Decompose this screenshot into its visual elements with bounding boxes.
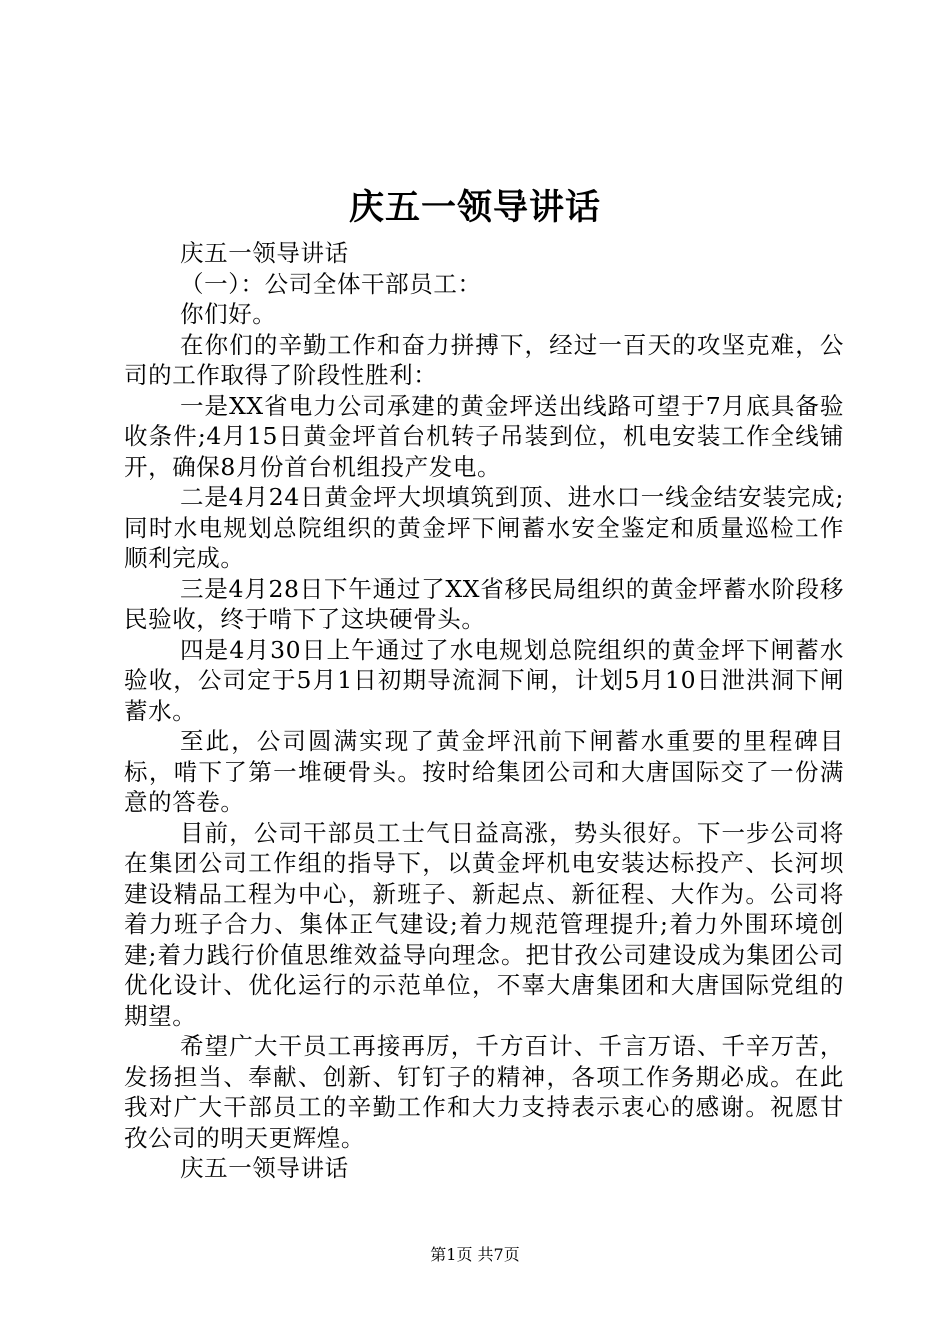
paragraph: 在你们的辛勤工作和奋力拼搏下，经过一百天的攻坚克难，公司的工作取得了阶段性胜利： bbox=[124, 330, 844, 389]
paragraph: 一是XX省电力公司承建的黄金坪送出线路可望于7月底具备验收条件;4月15日黄金坪首台机转子吊装到位，机电安装工作全线铺开，确保8月份首台机组投产发电。 bbox=[124, 391, 844, 481]
paragraph: 至此，公司圆满实现了黄金坪汛前下闸蓄水重要的里程碑目标，啃下了第一堆硬骨头。按时给集团公司和大唐国际交了一份满意的答卷。 bbox=[124, 727, 844, 816]
paragraph: 二是4月24日黄金坪大坝填筑到顶、进水口一线金结安装完成;同时水电规划总院组织的黄金坪下闸蓄水安全鉴定和质量巡检工作顺利完成。 bbox=[124, 483, 844, 572]
paragraph: 目前，公司干部员工士气日益高涨，势头很好。下一步公司将在集团公司工作组的指导下，以黄金坪机电安装达标投产、长河坝建设精品工程为中心，新班子、新起点、新征程、大作为。公司将着力班子合力、集体正气建设;着力规范管理提升;着力外围环境创建;着力践行价值思维效益导向理念。把甘孜公司建设成为集团公司优化设计、优化运行的示范单位，不辜大唐集团和大唐国际党组的期望。 bbox=[124, 818, 844, 1030]
document-title: 庆五一领导讲话 bbox=[348, 187, 601, 228]
paragraph: 希望广大干员工再接再厉，千方百计、千言万语、千辛万苦，发扬担当、奉献、创新、钉钉子的精神，各项工作务期必成。在此我对广大干部员工的辛勤工作和大力支持表示衷心的感谢。祝愿甘孜公司的明天更辉煌。 bbox=[124, 1032, 844, 1152]
paragraph: 庆五一领导讲话 bbox=[180, 1154, 349, 1182]
paragraph: （一）：公司全体干部员工： bbox=[180, 269, 482, 298]
paragraph: 三是4月28日下午通过了XX省移民局组织的黄金坪蓄水阶段移民验收，终于啃下了这块硬骨头。 bbox=[124, 574, 844, 633]
document-body bbox=[124, 238, 844, 1184]
paragraph: 你们好。 bbox=[180, 300, 277, 328]
page-number-footer: 第1页 共7页 bbox=[430, 1245, 520, 1264]
paragraph: 庆五一领导讲话 bbox=[180, 239, 349, 267]
paragraph: 四是4月30日上午通过了水电规划总院组织的黄金坪下闸蓄水验收，公司定于5月1日初期导流洞下闸，计划5月10日泄洪洞下闸蓄水。 bbox=[124, 635, 844, 725]
